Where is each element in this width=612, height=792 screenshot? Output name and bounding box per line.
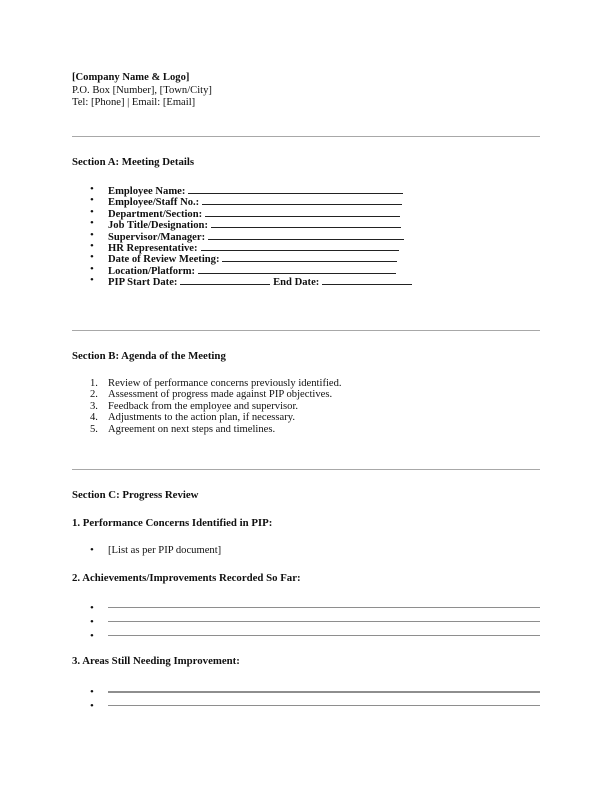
divider <box>72 469 540 470</box>
improvement-list <box>72 685 540 713</box>
item-number: 1. <box>90 378 98 389</box>
pip-end-blank[interactable] <box>322 275 412 285</box>
list-item <box>72 207 412 218</box>
pip-start-blank[interactable] <box>180 275 270 285</box>
meeting-details-list <box>72 184 412 287</box>
improvement-subheading: 3. Areas Still Needing Improvement: <box>72 655 240 667</box>
department-blank[interactable] <box>205 207 400 217</box>
job-title-blank[interactable] <box>211 218 401 228</box>
list-item <box>72 264 412 275</box>
pip-start-label: PIP Start Date: <box>108 277 178 289</box>
item-text: Review of performance concerns previously identified. <box>108 378 342 389</box>
list-item <box>72 699 540 713</box>
list-item <box>72 389 342 400</box>
hr-rep-blank[interactable] <box>201 241 399 251</box>
location-blank[interactable] <box>198 264 396 274</box>
bullet-icon: • <box>90 630 94 642</box>
field-label: Date of Review Meeting: <box>108 254 220 266</box>
achievements-subheading: 2. Achievements/Improvements Recorded So Far: <box>72 572 301 584</box>
list-item <box>72 275 412 289</box>
supervisor-blank[interactable] <box>208 230 404 240</box>
list-item <box>72 424 342 435</box>
item-number: 2. <box>90 389 98 401</box>
review-date-blank[interactable] <box>222 252 397 262</box>
pip-end-label: End Date: <box>273 277 320 289</box>
entry-line[interactable] <box>108 691 540 693</box>
list-item <box>72 601 540 615</box>
item-text: Assessment of progress made against PIP objectives. <box>108 389 333 401</box>
bullet-icon: • <box>90 616 94 628</box>
section-a-title: Section A: Meeting Details <box>72 156 195 168</box>
concerns-subheading: 1. Performance Concerns Identified in PIP: <box>72 517 273 529</box>
bullet-icon: • <box>90 686 94 698</box>
item-number: 4. <box>90 412 98 424</box>
item-number: 5. <box>90 423 98 435</box>
item-text: Agreement on next steps and timelines. <box>108 423 276 435</box>
field-label: Supervisor/Manager: <box>108 231 206 243</box>
company-address: P.O. Box [Number], [Town/City] <box>72 84 212 96</box>
company-name: [Company Name & Logo] <box>72 72 190 83</box>
agenda-list <box>72 378 342 435</box>
company-contact: Tel: [Phone] | Email: [Email] <box>72 97 196 108</box>
list-item <box>72 615 540 629</box>
section-b-title: Section B: Agenda of the Meeting <box>72 350 226 362</box>
achievements-list <box>72 601 540 643</box>
item-text: [List as per PIP document] <box>108 545 222 556</box>
divider <box>72 330 540 331</box>
bullet-icon: • <box>90 700 94 712</box>
list-item <box>72 218 412 232</box>
entry-line[interactable] <box>108 621 540 622</box>
list-item <box>72 412 342 423</box>
company-header <box>72 72 212 110</box>
field-label: Location/Platform: <box>108 265 196 277</box>
field-label: Employee Name: <box>108 186 186 197</box>
item-text: Adjustments to the action plan, if necessary. <box>108 412 296 424</box>
staff-no-blank[interactable] <box>202 195 402 205</box>
entry-line[interactable] <box>108 607 540 608</box>
field-label: HR Representative: <box>108 242 198 254</box>
field-label: Department/Section: <box>108 208 203 220</box>
entry-line[interactable] <box>108 635 540 636</box>
section-c-title: Section C: Progress Review <box>72 489 199 501</box>
list-item <box>72 685 540 699</box>
list-item <box>72 184 412 195</box>
concerns-list <box>72 545 221 556</box>
divider <box>72 136 540 137</box>
list-item <box>72 252 412 266</box>
list-item <box>72 378 342 389</box>
list-item <box>72 629 540 643</box>
entry-line[interactable] <box>108 705 540 706</box>
item-number: 3. <box>90 400 98 412</box>
field-label: Employee/Staff No.: <box>108 197 200 209</box>
bullet-icon: • <box>90 602 94 614</box>
employee-name-blank[interactable] <box>188 184 403 194</box>
list-item <box>72 241 412 252</box>
item-text: Feedback from the employee and supervisor. <box>108 400 299 412</box>
list-item <box>72 230 412 241</box>
list-item <box>72 545 221 556</box>
list-item <box>72 195 412 209</box>
field-label: Job Title/Designation: <box>108 220 208 232</box>
list-item <box>72 401 342 412</box>
